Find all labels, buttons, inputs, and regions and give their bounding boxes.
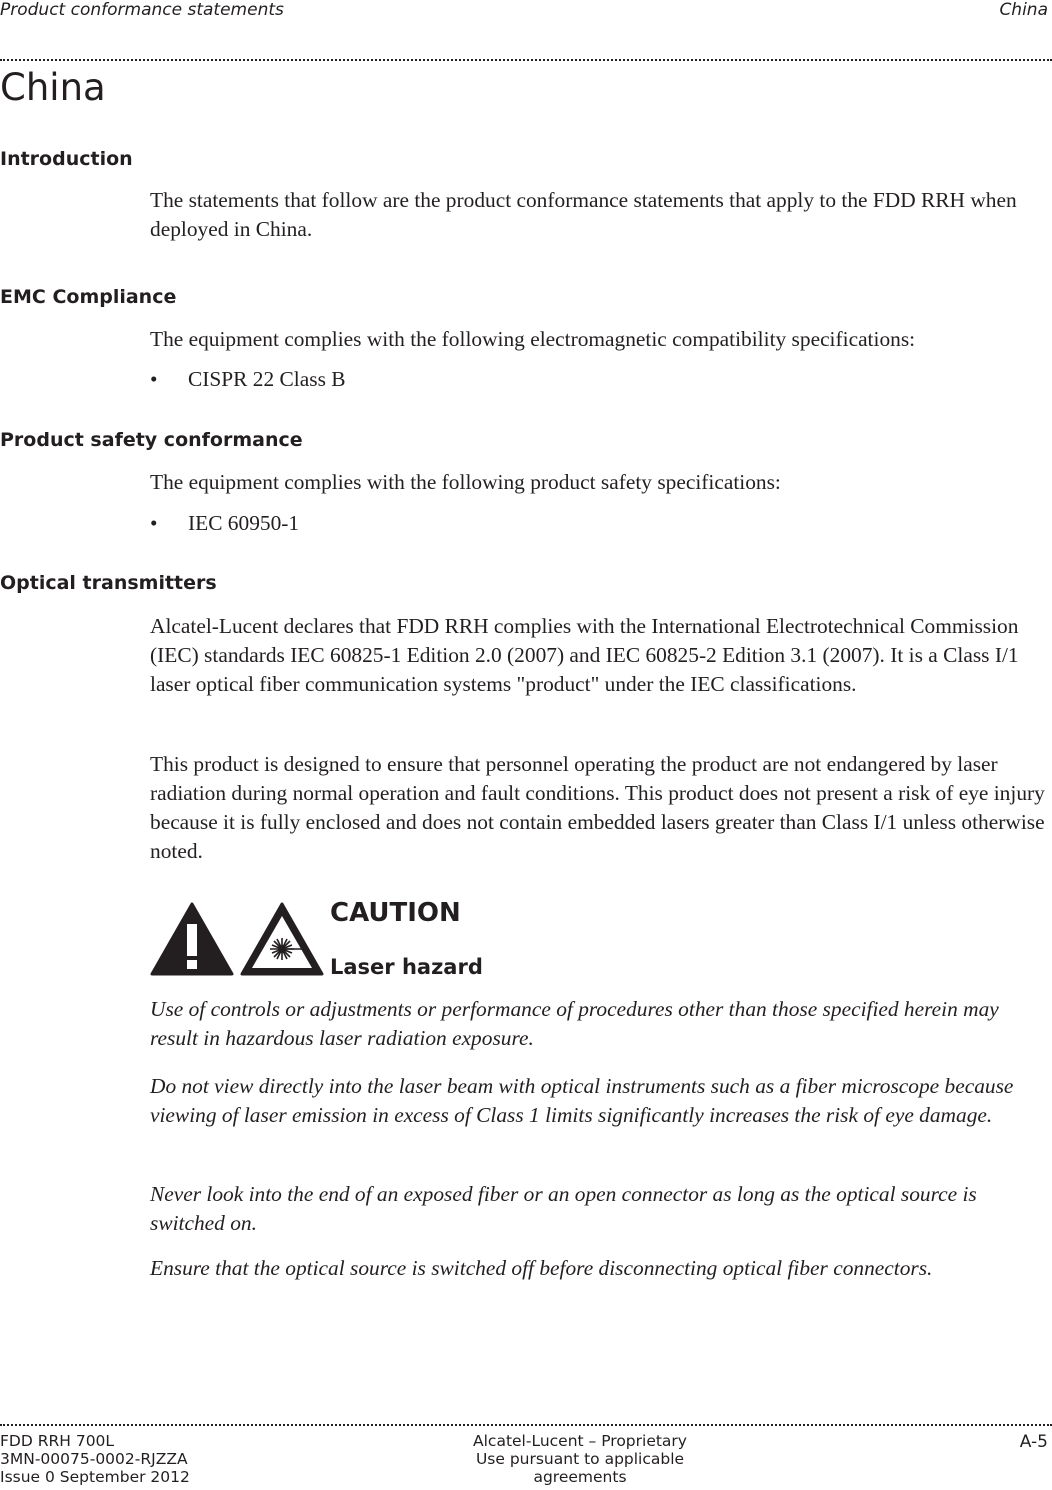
section-heading-introduction: Introduction [0,148,133,170]
footer-divider [0,1424,1052,1426]
safety-text: The equipment complies with the following product safety specifications: [150,470,781,494]
list-item-text: IEC 60950-1 [188,511,300,535]
footer-document-info [0,1432,190,1486]
page-number: A-5 [1019,1432,1048,1452]
running-header-right: China [999,0,1048,20]
header-divider [0,59,1052,61]
bullet-icon: • [150,511,158,535]
list-item [150,509,299,538]
section-heading-safety: Product safety conformance [0,429,303,451]
caution-title: CAUTION [330,898,461,928]
bullet-icon: • [150,367,158,391]
footer-proprietary-title: Alcatel-Lucent – Proprietary [473,1432,687,1450]
optical-para-2: This product is designed to ensure that personnel operating the product are not endangered by laser radiation during normal operation and fault conditions. This product does not present a risk of eye injury because it is fully enclosed and does not contain embedded lasers greater than Class I/1 unless otherwise noted. [150,752,1045,863]
emc-text: The equipment complies with the following electromagnetic compatibility specifications: [150,327,916,351]
page-title: China [0,66,106,109]
section-heading-optical: Optical transmitters [0,572,217,594]
warning-icon [150,902,234,976]
running-header-left: Product conformance statements [0,0,284,20]
caution-subtitle: Laser hazard [330,955,483,979]
caution-para-1: Use of controls or adjustments or performance of procedures other than those specified herein may result in hazardous laser radiation exposure. [150,997,999,1050]
caution-para-4: Ensure that the optical source is switched off before disconnecting optical fiber connectors. [150,1256,933,1280]
laser-radiation-icon [240,902,324,976]
list-item [150,365,346,394]
footer-proprietary [440,1432,720,1486]
list-item-text: CISPR 22 Class B [188,367,346,391]
footer-product: FDD RRH 700L [0,1432,115,1450]
section-heading-emc: EMC Compliance [0,286,177,308]
caution-para-3: Never look into the end of an exposed fiber or an open connector as long as the optical source is switched on. [150,1182,977,1235]
optical-para-1: Alcatel-Lucent declares that FDD RRH complies with the International Electrotechnical Commission (IEC) standards IEC 60825-1 Edition 2.0 (2007) and IEC 60825-2 Edition 3.1 (2007). It is a Class I/1 laser optical fiber communication systems "product" under the IEC classifications. [150,614,1019,696]
caution-para-2: Do not view directly into the laser beam with optical instruments such as a fiber microscope because viewing of laser emission in excess of Class 1 limits significantly increases the risk of eye damage. [150,1074,1014,1127]
footer-doc-number: 3MN-00075-0002-RJZZA [0,1450,188,1468]
introduction-text: The statements that follow are the product conformance statements that apply to the FDD RRH when deployed in China. [150,188,1017,241]
footer-issue: Issue 0 September 2012 [0,1468,190,1486]
footer-proprietary-note: Use pursuant to applicable agreements [475,1450,685,1486]
